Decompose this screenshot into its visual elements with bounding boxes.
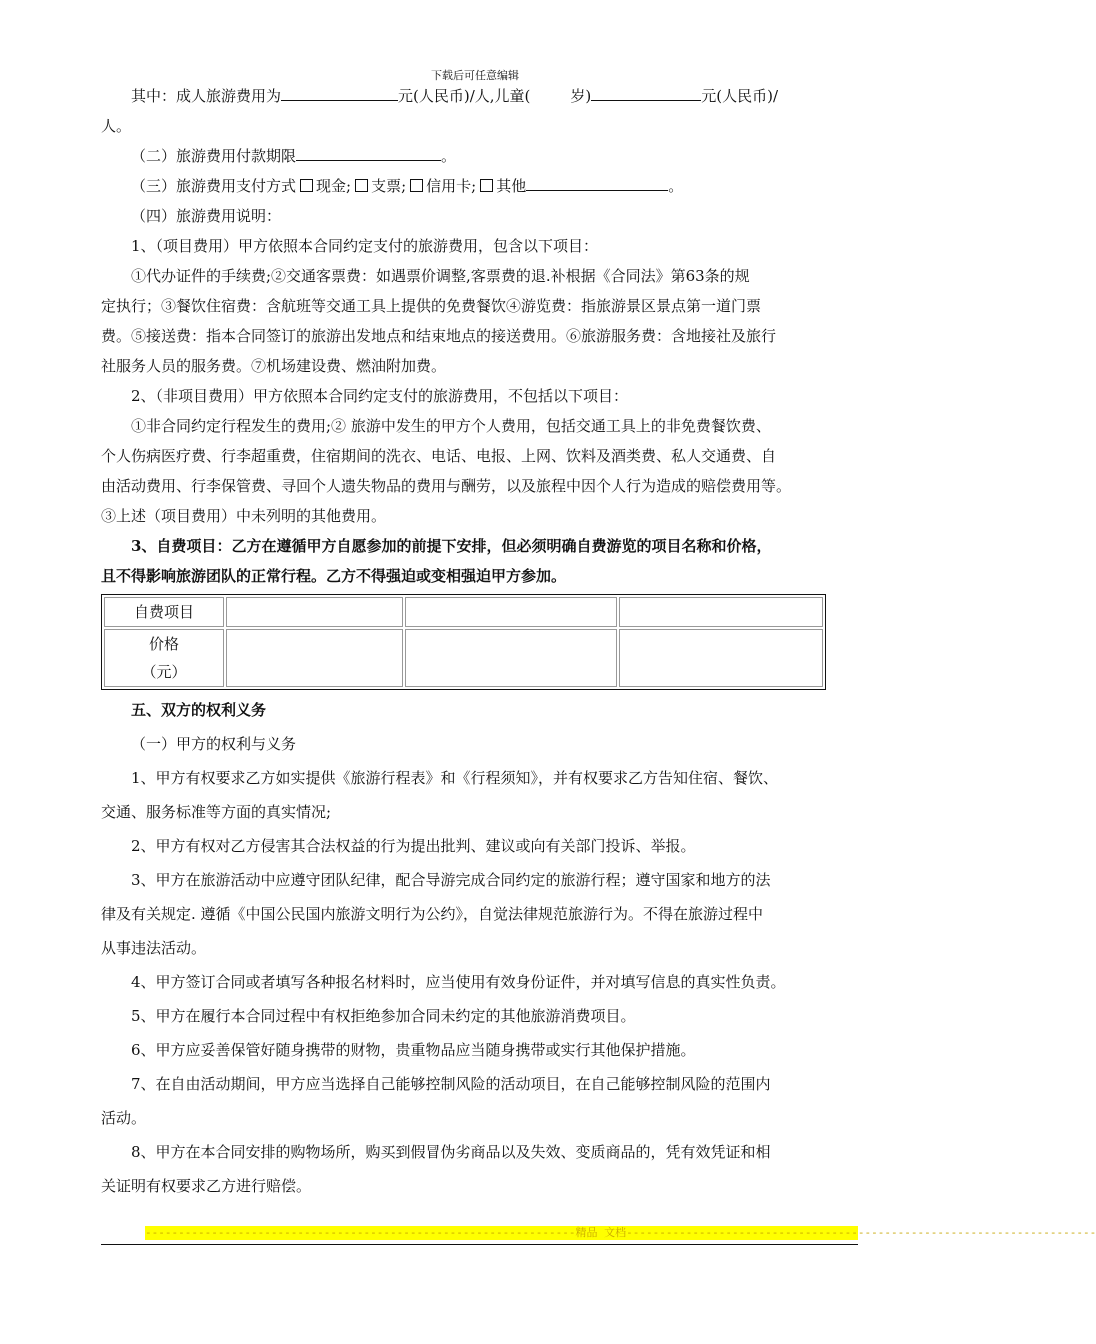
fee-desc-title: （四）旅游费用说明： [131, 207, 282, 225]
fee-amount-line: 其中：成人旅游费用为 元(人民币)/人,儿童( 岁) 元(人民币)/ [101, 81, 858, 111]
self-pay-line: 3、自费项目：乙方在遵循甲方自愿参加的前提下安排，但必须明确自费游览的项目名称和价格， [131, 537, 772, 555]
obligation-line: 7、在自由活动期间，甲方应当选择自己能够控制风险的活动项目，在自己能够控制风险的范围内 [131, 1075, 771, 1093]
payment-deadline-blank[interactable] [296, 142, 441, 161]
obligation-line: 律及有关规定. 遵循《中国公民国内旅游文明行为公约》，自觉法律规范旅游行为。不得在旅游过程中 [101, 905, 764, 923]
child-fee-blank[interactable] [591, 82, 701, 101]
page-header: 下载后可任意编辑 [431, 69, 519, 82]
self-pay-line: 且不得影响旅游团队的正常行程。乙方不得强迫或变相强迫甲方参加。 [101, 567, 567, 585]
price-cell[interactable] [226, 629, 403, 687]
fee-amount-line-end: 人。 [101, 117, 132, 135]
non-item-fee-line: ①非合同约定行程发生的费用;② 旅游中发生的甲方个人费用，包括交通工具上的非免费餐饮费、 [131, 417, 771, 435]
cash-checkbox[interactable] [300, 179, 313, 192]
item-fee-line: 定执行；③餐饮住宿费：含航班等交通工具上提供的免费餐饮④游览费：指旅游景区景点第一道门票 [101, 297, 762, 315]
item-fee-title: 1、（项目费用）甲方依照本合同约定支付的旅游费用，包含以下项目： [131, 237, 599, 255]
non-item-fee-line: 由活动费用、行李保管费、寻回个人遗失物品的费用与酬劳，以及旅程中因个人行为造成的赔偿费用等。 [101, 477, 792, 495]
document-body [101, 81, 858, 1203]
item-fee-line: 费。⑤接送费：指本合同签订的旅游出发地点和结束地点的接送费用。⑥旅游服务费：含地接社及旅行 [101, 327, 777, 345]
section5-subtitle: （一）甲方的权利与义务 [131, 735, 297, 753]
obligation-line: 2、甲方有权对乙方侵害其合法权益的行为提出批判、建议或向有关部门投诉、举报。 [131, 837, 696, 855]
item-fee-line: ①代办证件的手续费;②交通客票费：如遇票价调整,客票费的退.补根据《合同法》第63条的规 [131, 267, 750, 285]
self-pay-item-cell[interactable] [619, 597, 823, 627]
self-pay-table [101, 594, 826, 690]
other-method-blank[interactable] [526, 172, 668, 191]
footer-divider [101, 1244, 858, 1245]
non-item-fee-title: 2、（非项目费用）甲方依照本合同约定支付的旅游费用，不包括以下项目： [131, 387, 629, 405]
payment-method-line: （三）旅游费用支付方式 现金; 支票; 信用卡; 其他 。 [101, 171, 858, 201]
self-pay-item-cell[interactable] [405, 597, 617, 627]
obligation-line: 活动。 [101, 1109, 147, 1127]
self-pay-item-label: 自费项目 [104, 597, 224, 627]
table-row [104, 629, 823, 687]
self-pay-item-cell[interactable] [226, 597, 403, 627]
obligation-line: 3、甲方在旅游活动中应遵守团队纪律，配合导游完成合同约定的旅游行程；遵守国家和地方的法 [131, 871, 771, 889]
page-footer [101, 1224, 1096, 1244]
payment-deadline-line: （二）旅游费用付款期限 。 [101, 141, 858, 171]
price-cell[interactable] [619, 629, 823, 687]
footer-watermark: -----------------------------------------------------------------精品 文档----------------------------------------------------------------------- [145, 1226, 1096, 1239]
price-cell[interactable] [405, 629, 617, 687]
card-checkbox[interactable] [410, 179, 423, 192]
cheque-checkbox[interactable] [355, 179, 368, 192]
non-item-fee-line: ③上述（项目费用）中未列明的其他费用。 [101, 507, 387, 525]
other-checkbox[interactable] [480, 179, 493, 192]
item-fee-line: 社服务人员的服务费。⑦机场建设费、燃油附加费。 [101, 357, 447, 375]
section5-title: 五、双方的权利义务 [131, 701, 267, 719]
obligation-line: 交通、服务标准等方面的真实情况; [101, 803, 332, 821]
price-label: 价格 （元） [104, 629, 224, 687]
non-item-fee-line: 个人伤病医疗费、行李超重费，住宿期间的洗衣、电话、电报、上网、饮料及酒类费、私人交通费、自 [101, 447, 777, 465]
obligation-line: 关证明有权要求乙方进行赔偿。 [101, 1177, 312, 1195]
obligation-line: 5、甲方在履行本合同过程中有权拒绝参加合同未约定的其他旅游消费项目。 [131, 1007, 636, 1025]
table-row [104, 597, 823, 627]
obligation-line: 1、甲方有权要求乙方如实提供《旅游行程表》和《行程须知》，并有权要求乙方告知住宿、餐饮、 [131, 769, 779, 787]
obligation-line: 从事违法活动。 [101, 939, 207, 957]
obligation-line: 8、甲方在本合同安排的购物场所，购买到假冒伪劣商品以及失效、变质商品的，凭有效凭证和相 [131, 1143, 771, 1161]
obligation-line: 4、甲方签订合同或者填写各种报名材料时，应当使用有效身份证件，并对填写信息的真实性负责。 [131, 973, 786, 991]
obligation-line: 6、甲方应妥善保管好随身携带的财物，贵重物品应当随身携带或实行其他保护措施。 [131, 1041, 696, 1059]
adult-fee-blank[interactable] [281, 82, 398, 101]
